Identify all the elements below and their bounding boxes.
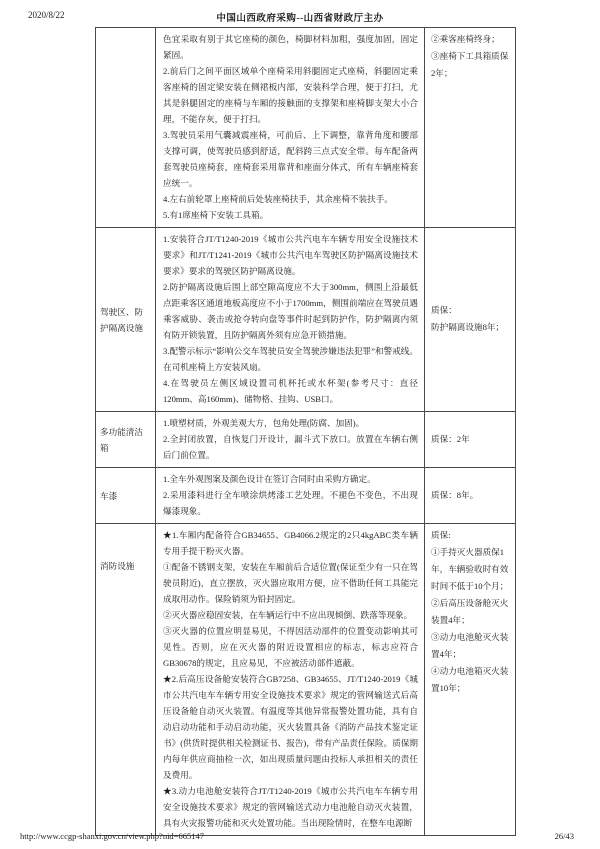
- row-label: [96, 412, 156, 467]
- content-paragraph: 3.驾驶员采用气囊减震座椅，可前后、上下调整，靠背角度和腰部支撑可调，使驾驶员感到舒适，配斜跨三点式安全带。每车配备两套驾驶员座椅套，座椅套采用靠背和座面分体式，所有车辆座椅套应统一。: [163, 130, 418, 188]
- row-label: [96, 228, 156, 411]
- row-warranty: [425, 228, 517, 411]
- content-paragraph: ③灭火器的位置应明显易见，不得因活动部件的位置变动影响其可见性。否则，应在灭火器的附近设置相应的标志，标志应符合GB30678的规定，且应易见，不应被活动部件遮蔽。: [163, 626, 418, 668]
- content-paragraph: ②灭火器应稳固安装，在车辆运行中不应出现倾倒、跌落等现象。: [163, 610, 413, 620]
- content-paragraph: ★1.车厢内配备符合GB34655、GB4066.2规定的2只4kgABC类车辆专用手提干粉灭火器。: [163, 530, 418, 556]
- content-paragraph: 1.全车外观图案及颜色设计在签订合同时由采购方确定。: [163, 474, 376, 484]
- row-content: [156, 468, 425, 523]
- row-content: [156, 28, 425, 227]
- table-row: [96, 28, 515, 228]
- row-label: [96, 468, 156, 523]
- content-paragraph: 4.在驾驶员左侧区域设置司机杯托或水杯架(参考尺寸：直径120mm、高160mm)、储物格、挂钩、USB口。: [163, 378, 418, 404]
- row-warranty: [425, 524, 517, 835]
- row-label-text: 驾驶区、防护隔离设施: [100, 306, 143, 333]
- content-paragraph: ★3.动力电池舱安装符合JT/T1240-2019《城市公共汽电车车辆专用安全设施技术要求》规定的管网输送式动力电池舱自动灭火装置，具有火灾报警功能和灭火处置功能。当出现险情时，在整车电源断: [163, 786, 418, 828]
- row-label: [96, 524, 156, 835]
- row-label: [96, 28, 156, 227]
- table-row: [96, 412, 515, 468]
- warranty-line: ②乘客座椅终身；: [431, 34, 500, 44]
- content-paragraph: 5.有1席座椅下安装工具箱。: [163, 210, 269, 220]
- header-date: 2020/8/22: [28, 10, 65, 20]
- row-warranty: [425, 28, 517, 227]
- header-title: 中国山西政府采购--山西省财政厅主办: [216, 14, 384, 24]
- content-paragraph: 1.喷塑材质，外观美观大方，包角处理(防腐、加固)。: [163, 418, 365, 428]
- warranty-line: ①手持灭火器质保1年，车辆验收时有效时间不低于10个月；: [431, 547, 509, 591]
- content-paragraph: ★2.后高压设备舱安装符合GB7258、GB34655、JT/T1240-2019《城市公共汽电车车辆专用安全设施技术要求》规定的管网输送式后高压设备舱自动灭火装置。有温度等其他异常报警处置功能，具有自动启动功能和手动启动功能，灭火装置具备《消防产品技术鉴定证书》(供货时提供相关检测证书、报告)，带有产品责任保险。质保期内每年供应商抽检一次，如出现质量问题由投标人承担相关的责任及费用。: [163, 674, 418, 780]
- warranty-line: 质保：8年。: [431, 489, 479, 500]
- content-paragraph: 2.前后门之间平面区域单个座椅采用斜腿固定式座椅，斜腿固定乘客座椅的固定梁安装在侧裙板内部，安装科学合理，便于打扫，尤其是斜腿固定的座椅与车厢的接触面的支撑架和座椅脚支架大小合理，不能存灰，便于打扫。: [163, 66, 418, 124]
- warranty-line: 质保：: [431, 305, 457, 315]
- row-warranty: [425, 468, 517, 523]
- table-row: [96, 468, 515, 524]
- footer-url: http://www.ccgp-shanxi.gov.cn/view.php?nid=665147: [20, 831, 204, 841]
- warranty-line: 质保:: [431, 530, 451, 540]
- warranty-line: ③座椅下工具箱质保2年；: [431, 51, 509, 78]
- row-warranty: [425, 412, 517, 467]
- content-paragraph: 4.左右前轮罩上座椅前后处装座椅扶手，其余座椅不装扶手。: [163, 194, 393, 204]
- warranty-line: 防护隔离设施8年；: [431, 322, 505, 332]
- content-paragraph: ①配备不锈钢支架，安装在车厢前后合适位置(保证至少有一只在驾驶员附近)，直立摆放，灭火器应取用方便，应不借助任何工具能完成取用动作。保险销须为铅封固定。: [163, 562, 418, 604]
- warranty-line: ②后高压设备舱灭火装置4年；: [431, 598, 509, 625]
- spec-table: [95, 27, 516, 836]
- table-row: [96, 524, 515, 836]
- content-paragraph: 3.配警示标示“影响公交车驾驶员安全驾驶涉嫌违法犯罪”和警戒线。在司机座椅上方安装风扇。: [163, 346, 418, 372]
- content-paragraph: 1.安装符合JT/T1240-2019《城市公共汽电车车辆专用安全设施技术要求》和JT/T1241-2019《城市公共汽电车驾驶区防护隔离设施技术要求》要求的驾驶区防护隔离设施。: [163, 234, 418, 276]
- warranty-line: ④动力电池箱灭火装置10年；: [431, 666, 509, 693]
- row-label-text: 车漆: [100, 490, 118, 501]
- content-paragraph: 2.防护隔离设施后围上部空隙高度应不大于300mm，侧围上沿最低点距乘客区通道地板高度应不小于1700mm，侧围前端应在驾驶员遇乘客威胁、袭击或抢夺转向盘等事件时起到防护作，防护隔离内须有防开锁装置，且防护隔离外须有应急开锁措施。: [163, 282, 418, 340]
- row-content: [156, 412, 425, 467]
- page-header: [0, 8, 600, 26]
- warranty-line: ③动力电池舱灭火装置4年；: [431, 632, 509, 659]
- footer-page-number: 26/43: [554, 831, 574, 841]
- table-row: [96, 228, 515, 412]
- content-paragraph: 2.全封闭放置，自恢复门开设计，漏斗式下放口。放置在车辆右侧后门前位置。: [163, 434, 418, 460]
- content-paragraph: 2.采用漆料进行全车喷涂烘烤漆工艺处理。不褪色不变色，不出现爆漆现象。: [163, 490, 418, 516]
- content-paragraph: 色宜采取有别于其它座椅的颜色，椅脚材料加粗，强度加固，固定紧固。: [163, 34, 418, 60]
- row-content: [156, 228, 425, 411]
- warranty-line: 质保：2年: [431, 433, 470, 444]
- row-label-text: 消防设施: [100, 561, 135, 571]
- row-content: [156, 524, 425, 835]
- row-label-text: 多功能清洁箱: [100, 426, 143, 453]
